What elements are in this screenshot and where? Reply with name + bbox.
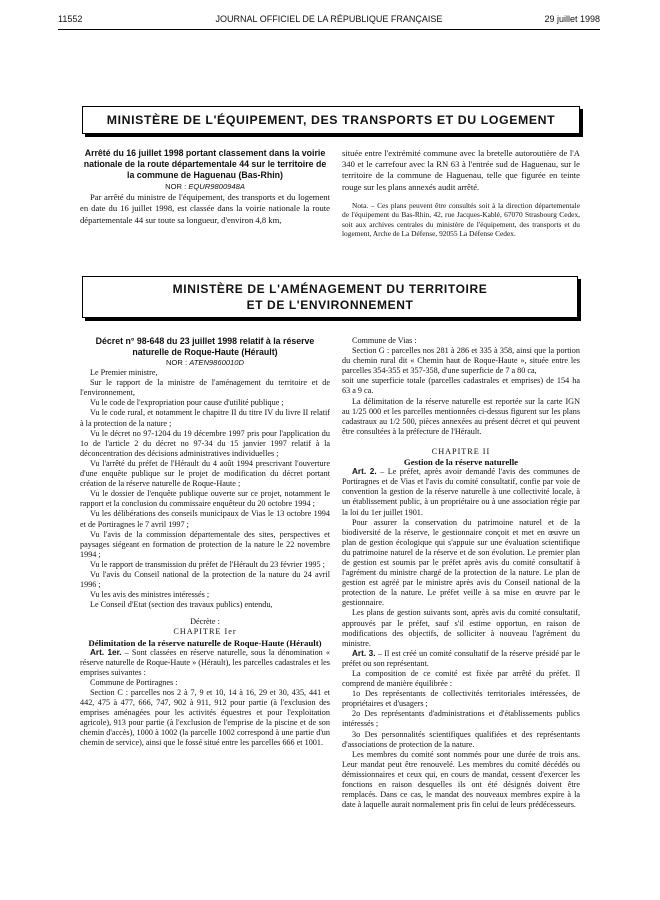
ministry-title: MINISTÈRE DE L'ÉQUIPEMENT, DES TRANSPORTS ET DU LOGEMENT xyxy=(106,113,556,127)
chapter-heading: CHAPITRE Ier xyxy=(173,627,237,637)
paragraph: 1o Des représentants de collectivités territoriales intéressées, de propriétaires et d'usagers ; xyxy=(342,689,580,709)
journal-title: JOURNAL OFFICIEL DE LA RÉPUBLIQUE FRANÇAISE xyxy=(215,14,443,24)
arrete-right-column xyxy=(342,148,580,239)
paragraph: 2o Des représentants d'administrations et d'établissements publics intéressés ; xyxy=(342,709,580,729)
arrete-paragraph: Par arrêté du ministre de l'équipement, des transports et du logement en date du 16 juillet 1998, est classée dans la voirie nationale la route départementale 44 sur toute sa longueur, d'environ 4,8 km, xyxy=(80,192,330,225)
chapter-title: Gestion de la réserve naturelle xyxy=(403,457,519,468)
visa: Vu l'arrêté du préfet de l'Hérault du 4 août 1994 prescrivant l'ouverture d'une enquête publique sur le projet de modification du décret portant création de la réserve naturelle de Roque-Haute ; xyxy=(80,458,330,489)
visa: Vu les avis des ministres intéressés ; xyxy=(90,590,210,600)
page-number: 11552 xyxy=(58,14,83,24)
ministry-heading-amenagement xyxy=(82,276,578,318)
page-header xyxy=(58,14,600,28)
arrete-nor: NOR : EQUR9800948A xyxy=(165,182,245,191)
chapter-title: Délimitation de la réserve naturelle de Roque-Haute (Hérault) xyxy=(88,637,322,648)
header-rule xyxy=(58,29,600,30)
visa: Sur le rapport de la ministre de l'aménagement du territoire et de l'environnement, xyxy=(80,378,330,398)
total-area: soit une superficie totale (parcelles cadastrales et emprises) de 154 ha 63 a 9 ca. xyxy=(342,376,580,396)
visa: Vu le code rural, et notamment le chapitre II du titre IV du livre II relatif à la protection de la nature ; xyxy=(80,408,330,428)
article-2: Art. 2. – Le préfet, après avoir demandé l'avis des communes de Portiragnes et de Vias et l'avis du comité consultatif, confie par voie de convention la gestion de la réserve naturelle à une collectivité locale, à un établissement public, à un propriétaire ou à une association régie par la loi du 1er juillet 1901. xyxy=(342,467,580,517)
paragraph: 3o Des personnalités scientifiques qualifiées et des représentants d'associations de protection de la nature. xyxy=(342,729,580,749)
section-g: Section G : parcelles nos 281 à 286 et 335 à 358, ainsi que la portion du chemin rural dit « Chemin haut de Roque-Haute », située entre les parcelles 354-355 et 357-358, d'une superficie de 7 a 80 ca, xyxy=(342,346,580,376)
chapter-heading: CHAPITRE II xyxy=(431,446,491,456)
arrete-left-column xyxy=(80,148,330,226)
decret-left-column xyxy=(80,336,330,749)
visa: Vu les délibérations des conseils municipaux de Vias le 13 octobre 1994 et de Portiragnes le 7 avril 1997 ; xyxy=(80,509,330,529)
visa: Vu le rapport de transmission du préfet de l'Hérault du 23 février 1995 ; xyxy=(90,559,325,569)
decret-nor: NOR : ATEN9860010D xyxy=(166,358,244,367)
arrete-paragraph-continued: située entre l'extrémité commune avec la bretelle autoroutière de l'A 340 et le carrefour avec la RN 63 à l'entrée sud de Haguenau, sur le territoire de la commune de Haguenau, telle que figurée en teinte rouge sur les plans annexés audit arrêté. xyxy=(342,148,580,192)
decrete: Décrète : xyxy=(190,617,220,627)
article-3: Art. 3. – Il est créé un comité consultatif de la réserve présidé par le préfet ou son représentant. xyxy=(342,648,580,668)
ministry-title-line2: ET DE L'ENVIRONNEMENT xyxy=(246,298,414,312)
visa: Vu l'avis du Conseil national de la protection de la nature du 24 avril 1996 ; xyxy=(80,569,330,590)
visa: Vu le code de l'expropriation pour cause d'utilité publique ; xyxy=(90,398,284,408)
commune-portiragnes: Commune de Portiragnes : xyxy=(90,677,178,687)
section-c: Section C : parcelles nos 2 à 7, 9 et 10, 14 à 16, 29 et 30, 435, 441 et 442, 475 à 477, 666, 747, 902 à 911, 912 pour partie (à l'exclusion des emprises aménagées pour les activités équestres et pour l'exploitation agricole), 913 pour partie (à l'exclusion de l'emprise de la piscine et de son chemin d'accès), 1000 à 1002 (la parcelle 1002 correspond à une partie d'un chemin de service), ainsi que le fossé situé entre les parcelles 666 et 1001. xyxy=(80,688,330,748)
publication-date: 29 juillet 1998 xyxy=(544,14,600,24)
paragraph: Les membres du comité sont nommés pour une durée de trois ans. Leur mandat peut être renouvelé. Les membres du comité décédés ou démissionnaires et ceux qui, en cours de mandat, cessent d'exercer les fonctions en raison desquelles ils ont été désignés doivent être remplacés. Dans ce cas, le mandat des nouveaux membres expire à la date à laquelle aurait normalement pris fin celui de leurs prédécesseurs. xyxy=(342,749,580,810)
visa: Vu l'avis de la commission départementale des sites, perspectives et paysages siégeant en formation de protection de la nature le 22 novembre 1994 ; xyxy=(80,529,330,559)
paragraph: La composition de ce comité est fixée par arrêté du préfet. Il comprend de manière équilibrée : xyxy=(342,669,580,689)
ministry-heading-equipement xyxy=(82,106,580,134)
paragraph: Pour assurer la conservation du patrimoine naturel et de la biodiversité de la réserve, le gestionnaire conçoit et met en œuvre un plan de gestion écologique qui s'appuie sur une évaluation scientifique du patrimoine naturel de la réserve et de son évolution. Le premier plan de gestion est soumis par le préfet après avis du comité consultatif à l'agrément du ministre chargé de la protection de la nature. Le plan de gestion est agréé par le ministre après avis du Conseil national de la protection de la nature. Le préfet veille à sa mise en œuvre par le gestionnaire. xyxy=(342,517,580,608)
delimitation: La délimitation de la réserve naturelle est reportée sur la carte IGN au 1/25 000 et les parcelles mentionnées ci-dessus figurent sur les plans cadastraux au 1/2 500, pièces annexées au présent décret et qui peuvent être consultées à la préfecture de l'Hérault. xyxy=(342,396,580,436)
decret-right-column xyxy=(342,336,580,810)
arrete-note: Nota. – Ces plans peuvent être consultés soit à la direction départementale de l'équipement du Bas-Rhin, 42, rue Jacques-Kablé, 67070 Strasbourg Cedex, soit aux archives centrales du ministère de l'équipement, des transports et du logement, Arche de La Défense, 92055 La Défense Cedex. xyxy=(342,200,580,239)
arrete-title: Arrêté du 16 juillet 1998 portant classement dans la voirie nationale de la route départementale 44 sur le territoire de la commune de Haguenau (Bas-Rhin) xyxy=(83,148,327,180)
paragraph: Les plans de gestion suivants sont, après avis du comité consultatif, approuvés par le préfet, sauf s'il estime opportun, en raison de modifications des objectifs, de solliciter à nouveau l'agrément du ministre. xyxy=(342,608,580,648)
decret-title: Décret n° 98-648 du 23 juillet 1998 relatif à la réserve naturelle de Roque-Haute (Hérault) xyxy=(95,336,315,357)
visa: Le Conseil d'Etat (section des travaux publics) entendu, xyxy=(90,600,273,610)
ministry-title-line1: MINISTÈRE DE L'AMÉNAGEMENT DU TERRITOIRE xyxy=(172,282,488,296)
article-1: Art. 1er. – Sont classées en réserve naturelle, sous la dénomination « réserve naturelle de Roque-Haute » (Hérault), les parcelles cadastrales et les emprises suivantes : xyxy=(80,647,330,677)
visa: Vu le dossier de l'enquête publique ouverte sur ce projet, notamment le rapport et la conclusion du commissaire enquêteur du 20 octobre 1994 ; xyxy=(80,489,330,509)
visa: Le Premier ministre, xyxy=(90,368,158,378)
visa: Vu le décret no 97-1204 du 19 décembre 1997 pris pour l'application du 1o de l'article 2 du décret no 97-34 du 15 janvier 1997 relatif à la déconcentration des décisions administratives individuelles ; xyxy=(80,428,330,458)
commune-vias: Commune de Vias : xyxy=(352,336,417,345)
